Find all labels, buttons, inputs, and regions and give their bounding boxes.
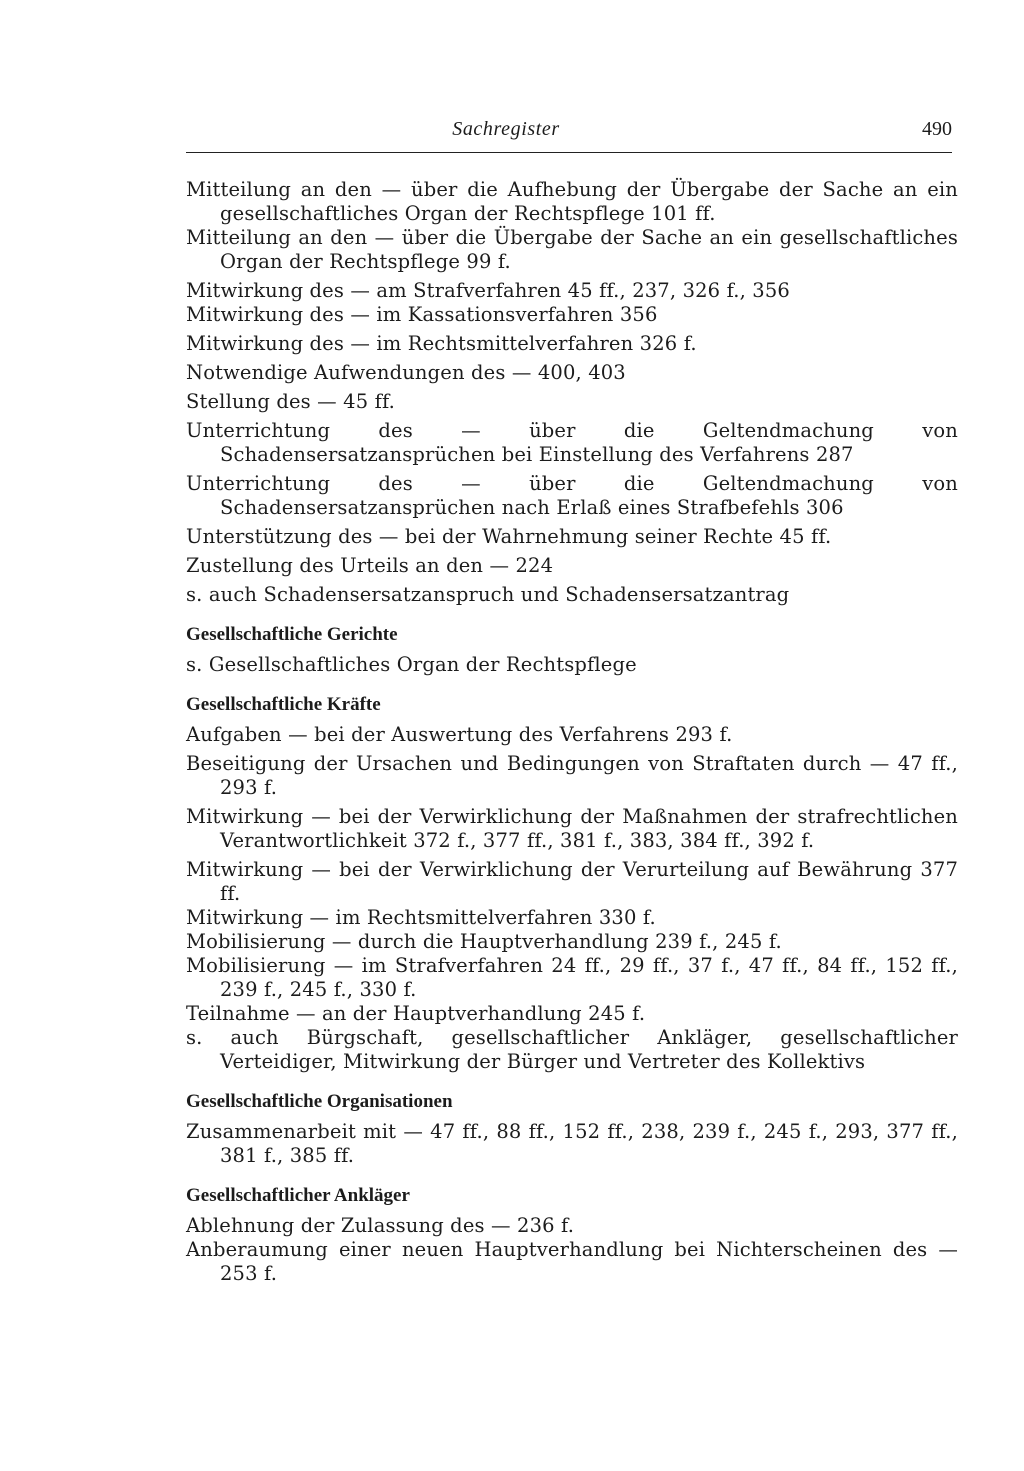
- index-entry: Mitteilung an den — über die Aufhebung der Übergabe der Sache an ein gesellschaftliches Organ der Rechtspflege 101 ff.: [186, 178, 958, 225]
- index-entry: Notwendige Aufwendungen des — 400, 403: [186, 361, 626, 384]
- index-entry: Mobilisierung — im Strafverfahren 24 ff., 29 ff., 37 f., 47 ff., 84 ff., 152 ff., 239 f., 245 f., 330 f.: [186, 954, 958, 1001]
- index-heading: Gesellschaftliche Kräfte: [186, 694, 381, 715]
- index-entry: s. Gesellschaftliches Organ der Rechtspflege: [186, 653, 637, 676]
- index-entry: Mobilisierung — durch die Hauptverhandlung 239 f., 245 f.: [186, 930, 782, 953]
- index-heading: Gesellschaftliche Gerichte: [186, 624, 398, 645]
- index-entry: s. auch Schadensersatzanspruch und Schadensersatzantrag: [186, 583, 790, 606]
- index-entry: Anberaumung einer neuen Hauptverhandlung bei Nichterscheinen des — 253 f.: [186, 1238, 958, 1285]
- index-entry: Aufgaben — bei der Auswertung des Verfahrens 293 f.: [186, 723, 733, 746]
- index-entry: Mitwirkung des — am Strafverfahren 45 ff., 237, 326 f., 356: [186, 279, 790, 302]
- index-entry: s. auch Bürgschaft, gesellschaftlicher Ankläger, gesellschaftlicher Verteidiger, Mitwirkung der Bürger und Vertreter des Kollektivs: [186, 1026, 958, 1073]
- index-entry: Mitwirkung — bei der Verwirklichung der Maßnahmen der strafrechtlichen Verantwortlichkeit 372 f., 377 ff., 381 f., 383, 384 ff., 392 f.: [186, 805, 958, 852]
- running-title: Sachregister: [452, 118, 560, 140]
- index-heading: Gesellschaftlicher Ankläger: [186, 1185, 410, 1206]
- page-number: 490: [922, 118, 952, 140]
- index-entry: Zusammenarbeit mit — 47 ff., 88 ff., 152 ff., 238, 239 f., 245 f., 293, 377 ff., 381 f., 385 ff.: [186, 1120, 958, 1167]
- running-head: [186, 118, 952, 148]
- index-entry: Mitwirkung — bei der Verwirklichung der Verurteilung auf Bewährung 377 ff.: [186, 858, 958, 905]
- index-entry: Stellung des — 45 ff.: [186, 390, 396, 413]
- index-entry: Unterrichtung des — über die Geltendmachung von Schadensersatzansprüchen nach Erlaß eines Strafbefehls 306: [186, 472, 958, 519]
- index-entry: Unterstützung des — bei der Wahrnehmung seiner Rechte 45 ff.: [186, 525, 832, 548]
- index-entry: Mitwirkung des — im Kassationsverfahren 356: [186, 303, 658, 326]
- header-rule: [186, 152, 952, 153]
- index-entry: Mitteilung an den — über die Übergabe der Sache an ein gesellschaftliches Organ der Rechtspflege 99 f.: [186, 226, 958, 273]
- index-entry: Mitwirkung des — im Rechtsmittelverfahren 326 f.: [186, 332, 697, 355]
- index-entry: Ablehnung der Zulassung des — 236 f.: [186, 1214, 575, 1237]
- index-heading: Gesellschaftliche Organisationen: [186, 1091, 453, 1112]
- index-entry: Mitwirkung — im Rechtsmittelverfahren 330 f.: [186, 906, 656, 929]
- index-entry: Unterrichtung des — über die Geltendmachung von Schadensersatzansprüchen bei Einstellung des Verfahrens 287: [186, 419, 958, 466]
- index-entry: Zustellung des Urteils an den — 224: [186, 554, 554, 577]
- index-content: [186, 178, 958, 1291]
- index-entry: Teilnahme — an der Hauptverhandlung 245 f.: [186, 1002, 646, 1025]
- index-entry: Beseitigung der Ursachen und Bedingungen von Straftaten durch — 47 ff., 293 f.: [186, 752, 958, 799]
